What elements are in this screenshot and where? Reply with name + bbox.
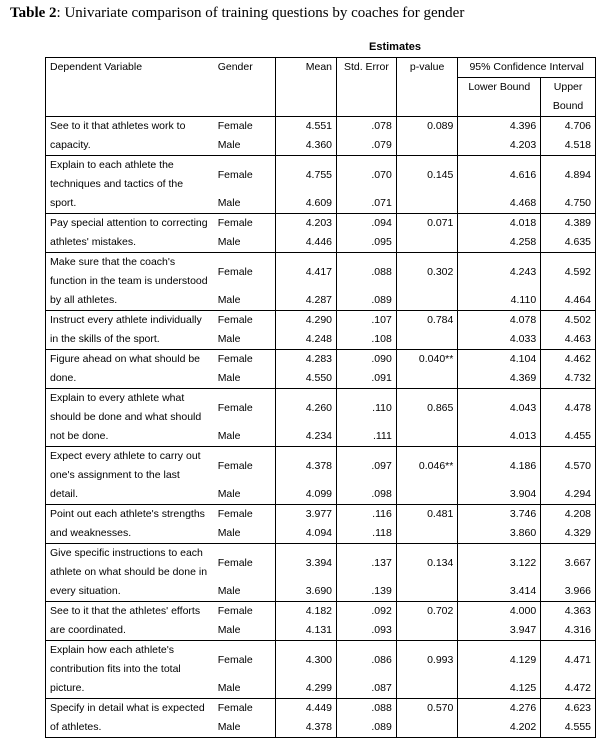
std-error-cell: .093	[337, 621, 397, 641]
mean-cell: 4.203	[275, 214, 336, 234]
upper-bound-cell: 4.389	[541, 214, 596, 234]
gender-cell: Female	[214, 389, 276, 428]
dependent-variable-cell: Explain how each athlete's contribution fits into the total picture.	[46, 641, 214, 699]
lower-bound-cell: 4.129	[458, 641, 541, 680]
p-value-cell	[396, 621, 458, 641]
dependent-variable-cell: Expect every athlete to carry out one's assignment to the last detail.	[46, 447, 214, 505]
lower-bound-cell: 4.078	[458, 311, 541, 331]
std-error-cell: .095	[337, 233, 397, 253]
lower-bound-cell: 4.258	[458, 233, 541, 253]
gender-cell: Female	[214, 699, 276, 719]
upper-bound-cell: 4.750	[541, 194, 596, 214]
header-dependent-variable: Dependent Variable	[50, 61, 143, 74]
mean-cell: 4.290	[275, 311, 336, 331]
upper-bound-cell: 4.592	[541, 253, 596, 292]
std-error-cell: .108	[337, 330, 397, 350]
upper-bound-cell: 4.462	[541, 350, 596, 370]
p-value-cell	[396, 582, 458, 602]
upper-bound-cell: 4.502	[541, 311, 596, 331]
table-row	[46, 389, 596, 428]
caption-label: Table 2	[10, 5, 57, 21]
lower-bound-cell: 4.243	[458, 253, 541, 292]
lower-bound-cell: 4.202	[458, 718, 541, 738]
p-value-cell	[396, 524, 458, 544]
mean-cell: 4.378	[275, 718, 336, 738]
upper-bound-cell: 4.570	[541, 447, 596, 486]
upper-bound-cell: 4.555	[541, 718, 596, 738]
header-confidence-interval: 95% Confidence Interval	[458, 58, 596, 78]
std-error-cell: .116	[337, 505, 397, 525]
p-value-cell: 0.089	[396, 117, 458, 137]
upper-bound-cell: 4.363	[541, 602, 596, 622]
lower-bound-cell: 4.043	[458, 389, 541, 428]
std-error-cell: .092	[337, 602, 397, 622]
p-value-cell: 0.702	[396, 602, 458, 622]
upper-bound-cell: 3.667	[541, 544, 596, 583]
dependent-variable-cell: See to it that athletes work to capacity.	[46, 117, 214, 156]
lower-bound-cell: 4.203	[458, 136, 541, 156]
gender-cell: Male	[217, 488, 241, 500]
gender-cell: Male	[217, 527, 241, 539]
mean-cell: 4.260	[275, 389, 336, 428]
table-row	[46, 641, 596, 680]
caption-text: : Univariate comparison of training questions by coaches for gender	[56, 5, 465, 21]
gender-cell: Female	[214, 447, 276, 486]
header-p-value: p-value	[396, 58, 458, 78]
lower-bound-cell: 3.904	[458, 485, 541, 505]
std-error-cell: .111	[337, 427, 397, 447]
table-row	[46, 214, 596, 234]
std-error-cell: .088	[337, 699, 397, 719]
gender-cell: Female	[214, 602, 276, 622]
lower-bound-cell: 4.000	[458, 602, 541, 622]
std-error-cell: .078	[337, 117, 397, 137]
p-value-cell	[396, 291, 458, 311]
lower-bound-cell: 3.947	[458, 621, 541, 641]
header-row-2	[46, 78, 596, 98]
std-error-cell: .088	[337, 253, 397, 292]
lower-bound-cell: 4.125	[458, 679, 541, 699]
gender-cell: Female	[214, 505, 276, 525]
table-row	[46, 311, 596, 331]
gender-cell: Female	[214, 544, 276, 583]
gender-cell: Female	[214, 156, 276, 195]
mean-cell: 4.094	[275, 524, 336, 544]
header-lower-bound: Lower Bound	[458, 78, 541, 98]
upper-bound-cell: 4.635	[541, 233, 596, 253]
mean-cell: 4.283	[275, 350, 336, 370]
p-value-cell: 0.046**	[396, 447, 458, 486]
std-error-cell: .118	[337, 524, 397, 544]
std-error-cell: .097	[337, 447, 397, 486]
gender-cell: Male	[217, 294, 241, 306]
upper-bound-cell: 4.294	[541, 485, 596, 505]
lower-bound-cell: 3.860	[458, 524, 541, 544]
mean-cell: 3.690	[275, 582, 336, 602]
mean-cell: 4.287	[275, 291, 336, 311]
std-error-cell: .098	[337, 485, 397, 505]
upper-bound-cell: 4.471	[541, 641, 596, 680]
lower-bound-cell: 3.414	[458, 582, 541, 602]
upper-bound-cell: 4.732	[541, 369, 596, 389]
gender-cell: Male	[217, 721, 241, 733]
std-error-cell: .090	[337, 350, 397, 370]
header-upper-bound-1: Upper	[541, 78, 596, 98]
mean-cell: 4.449	[275, 699, 336, 719]
gender-cell: Female	[214, 214, 276, 234]
estimates-heading: Estimates	[369, 41, 421, 53]
lower-bound-cell: 3.746	[458, 505, 541, 525]
lower-bound-cell: 4.018	[458, 214, 541, 234]
std-error-cell: .087	[337, 679, 397, 699]
table-caption	[10, 5, 464, 22]
upper-bound-cell: 4.208	[541, 505, 596, 525]
upper-bound-cell: 3.966	[541, 582, 596, 602]
table-row	[46, 602, 596, 622]
lower-bound-cell: 3.122	[458, 544, 541, 583]
gender-cell: Female	[214, 641, 276, 680]
mean-cell: 4.550	[275, 369, 336, 389]
mean-cell: 3.394	[275, 544, 336, 583]
p-value-cell	[396, 679, 458, 699]
dependent-variable-cell: Make sure that the coach's function in the team is understood by all athletes.	[46, 253, 214, 311]
std-error-cell: .089	[337, 291, 397, 311]
p-value-cell	[396, 233, 458, 253]
std-error-cell: .089	[337, 718, 397, 738]
mean-cell: 3.977	[275, 505, 336, 525]
gender-cell: Female	[214, 117, 276, 137]
gender-cell: Female	[214, 350, 276, 370]
upper-bound-cell: 4.518	[541, 136, 596, 156]
table-row	[46, 699, 596, 719]
upper-bound-cell: 4.623	[541, 699, 596, 719]
dependent-variable-cell: Give specific instructions to each athlete on what should be done in every situation.	[46, 544, 214, 602]
results-table	[45, 57, 596, 738]
p-value-cell: 0.302	[396, 253, 458, 292]
mean-cell: 4.417	[275, 253, 336, 292]
upper-bound-cell: 4.464	[541, 291, 596, 311]
std-error-cell: .091	[337, 369, 397, 389]
header-row-1	[46, 58, 596, 78]
dependent-variable-cell: Specify in detail what is expected of athletes.	[46, 699, 214, 738]
gender-cell: Male	[217, 585, 241, 597]
upper-bound-cell: 4.316	[541, 621, 596, 641]
mean-cell: 4.360	[275, 136, 336, 156]
p-value-cell	[396, 427, 458, 447]
table-row	[46, 505, 596, 525]
p-value-cell: 0.570	[396, 699, 458, 719]
dependent-variable-cell: Explain to every athlete what should be done and what should not be done.	[46, 389, 214, 447]
table-row	[46, 117, 596, 137]
p-value-cell: 0.145	[396, 156, 458, 195]
p-value-cell: 0.071	[396, 214, 458, 234]
dependent-variable-cell: Explain to each athlete the techniques and tactics of the sport.	[46, 156, 214, 214]
upper-bound-cell: 4.706	[541, 117, 596, 137]
p-value-cell: 0.865	[396, 389, 458, 428]
table-row	[46, 447, 596, 486]
lower-bound-cell: 4.468	[458, 194, 541, 214]
upper-bound-cell: 4.329	[541, 524, 596, 544]
mean-cell: 4.299	[275, 679, 336, 699]
std-error-cell: .110	[337, 389, 397, 428]
upper-bound-cell: 4.472	[541, 679, 596, 699]
upper-bound-cell: 4.894	[541, 156, 596, 195]
mean-cell: 4.248	[275, 330, 336, 350]
p-value-cell: 0.784	[396, 311, 458, 331]
std-error-cell: .071	[337, 194, 397, 214]
gender-cell: Male	[217, 372, 241, 384]
p-value-cell	[396, 330, 458, 350]
mean-cell: 4.446	[275, 233, 336, 253]
std-error-cell: .070	[337, 156, 397, 195]
table-body	[46, 58, 596, 738]
p-value-cell: 0.134	[396, 544, 458, 583]
table-row	[46, 544, 596, 583]
table-row	[46, 253, 596, 292]
gender-cell: Female	[214, 253, 276, 292]
p-value-cell	[396, 485, 458, 505]
lower-bound-cell: 4.013	[458, 427, 541, 447]
std-error-cell: .107	[337, 311, 397, 331]
lower-bound-cell: 4.276	[458, 699, 541, 719]
std-error-cell: .094	[337, 214, 397, 234]
std-error-cell: .139	[337, 582, 397, 602]
std-error-cell: .086	[337, 641, 397, 680]
p-value-cell: 0.481	[396, 505, 458, 525]
gender-cell: Male	[217, 197, 241, 209]
header-std-error: Std. Error	[337, 58, 397, 78]
table-row	[46, 350, 596, 370]
header-gender: Gender	[217, 61, 253, 74]
lower-bound-cell: 4.104	[458, 350, 541, 370]
upper-bound-cell: 4.478	[541, 389, 596, 428]
p-value-cell	[396, 194, 458, 214]
lower-bound-cell: 4.369	[458, 369, 541, 389]
mean-cell: 4.609	[275, 194, 336, 214]
gender-cell: Male	[217, 624, 241, 636]
std-error-cell: .079	[337, 136, 397, 156]
mean-cell: 4.551	[275, 117, 336, 137]
mean-cell: 4.131	[275, 621, 336, 641]
upper-bound-cell: 4.455	[541, 427, 596, 447]
header-upper-bound-2: Bound	[541, 97, 596, 117]
gender-cell: Male	[217, 236, 241, 248]
dependent-variable-cell: Figure ahead on what should be done.	[46, 350, 214, 389]
lower-bound-cell: 4.110	[458, 291, 541, 311]
dependent-variable-cell: Instruct every athlete individually in the skills of the sport.	[46, 311, 214, 350]
dependent-variable-cell: See to it that the athletes' efforts are coordinated.	[46, 602, 214, 641]
p-value-cell: 0.040**	[396, 350, 458, 370]
p-value-cell	[396, 369, 458, 389]
lower-bound-cell: 4.616	[458, 156, 541, 195]
mean-cell: 4.182	[275, 602, 336, 622]
gender-cell: Male	[217, 333, 241, 345]
mean-cell: 4.099	[275, 485, 336, 505]
p-value-cell	[396, 136, 458, 156]
p-value-cell: 0.993	[396, 641, 458, 680]
lower-bound-cell: 4.396	[458, 117, 541, 137]
header-mean: Mean	[275, 58, 336, 78]
gender-cell: Male	[217, 139, 241, 151]
gender-cell: Male	[217, 430, 241, 442]
dependent-variable-cell: Pay special attention to correcting athletes' mistakes.	[46, 214, 214, 253]
upper-bound-cell: 4.463	[541, 330, 596, 350]
table-row	[46, 156, 596, 195]
header-row-3	[46, 97, 596, 117]
std-error-cell: .137	[337, 544, 397, 583]
gender-cell: Female	[214, 311, 276, 331]
mean-cell: 4.378	[275, 447, 336, 486]
lower-bound-cell: 4.033	[458, 330, 541, 350]
mean-cell: 4.234	[275, 427, 336, 447]
gender-cell: Male	[217, 682, 241, 694]
dependent-variable-cell: Point out each athlete's strengths and weaknesses.	[46, 505, 214, 544]
mean-cell: 4.300	[275, 641, 336, 680]
lower-bound-cell: 4.186	[458, 447, 541, 486]
mean-cell: 4.755	[275, 156, 336, 195]
p-value-cell	[396, 718, 458, 738]
